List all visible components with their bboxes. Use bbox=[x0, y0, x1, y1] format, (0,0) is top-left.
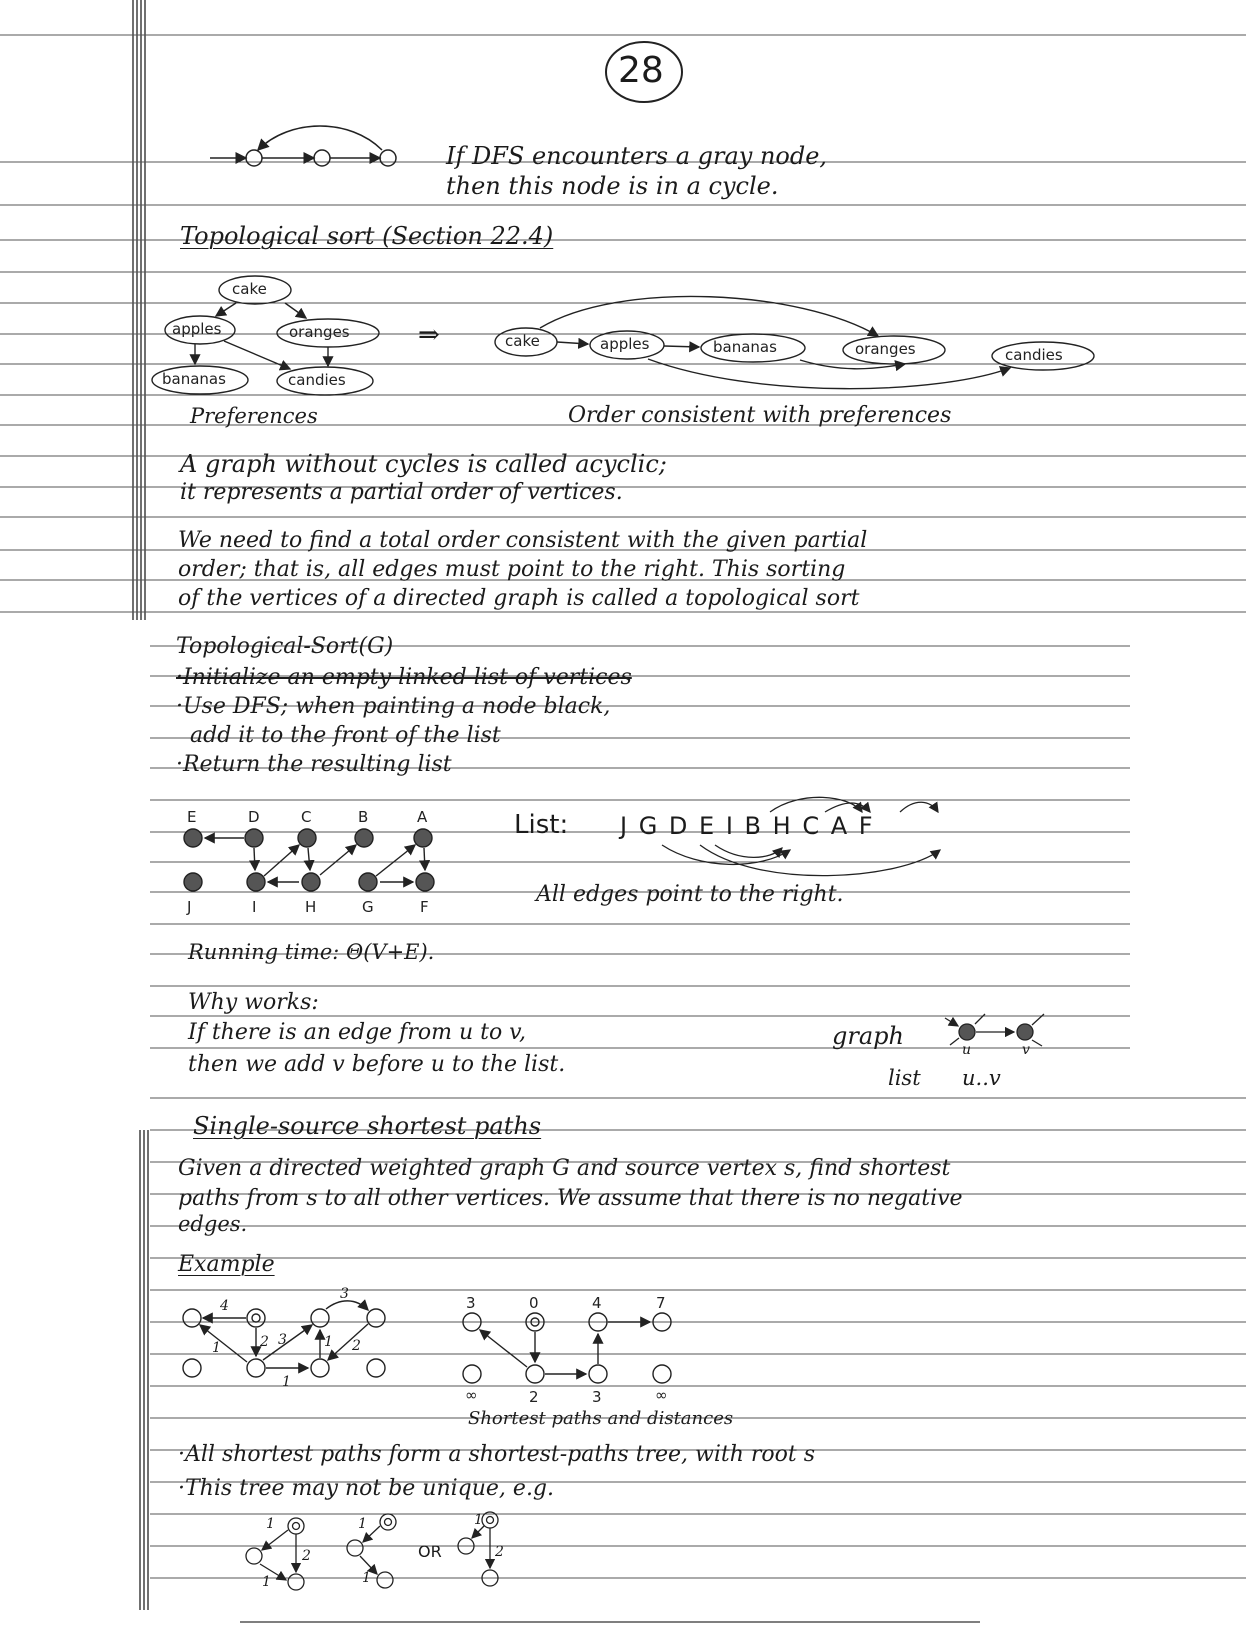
order-label: Order consistent with preferences bbox=[568, 403, 952, 428]
total-order-line2: order; that is, all edges must point to the right. This sorting bbox=[178, 557, 846, 582]
dist-bottom-1: ∞ bbox=[465, 1386, 478, 1404]
list-label: List: bbox=[514, 810, 569, 840]
tree1-w1: 1 bbox=[266, 1516, 275, 1532]
total-order-line1: We need to find a total order consistent with the given partial bbox=[178, 528, 868, 553]
label-B: B bbox=[358, 808, 369, 826]
order-node-1: cake bbox=[505, 332, 540, 350]
why-line2: then we add v before u to the list. bbox=[188, 1052, 566, 1077]
label-C: C bbox=[301, 808, 312, 826]
topo-heading: Topological sort (Section 22.4) bbox=[180, 222, 554, 250]
algo-step2b: add it to the front of the list bbox=[190, 723, 501, 748]
sp-caption: Shortest paths and distances bbox=[468, 1408, 734, 1429]
dist-bottom-2: 2 bbox=[529, 1388, 539, 1406]
tree1-w3: 1 bbox=[262, 1574, 271, 1590]
tree3-w1: 1 bbox=[474, 1512, 483, 1528]
tree3-w2: 2 bbox=[495, 1544, 504, 1560]
why-line1: If there is an edge from u to v, bbox=[188, 1020, 526, 1045]
list-value: J G D E I B H C A F bbox=[620, 812, 875, 840]
why-title: Why works: bbox=[188, 990, 319, 1015]
weight-3: 2 bbox=[260, 1334, 269, 1350]
why-u: u bbox=[962, 1042, 972, 1058]
dist-top-3: 4 bbox=[592, 1294, 602, 1312]
implies-arrow: ⇒ bbox=[418, 320, 440, 350]
label-J: J bbox=[187, 898, 192, 916]
total-order-line3: of the vertices of a directed graph is called a topological sort bbox=[178, 586, 860, 611]
why-list-value: u..v bbox=[962, 1066, 1001, 1090]
tree2-w2: 1 bbox=[362, 1570, 371, 1586]
dist-top-2: 0 bbox=[529, 1294, 539, 1312]
why-list-label: list bbox=[888, 1066, 921, 1090]
acyclic-line2: it represents a partial order of vertices. bbox=[180, 480, 623, 505]
label-E: E bbox=[187, 808, 197, 826]
sssp-p1: Given a directed weighted graph G and source vertex s, find shortest bbox=[178, 1156, 951, 1181]
acyclic-line1: A graph without cycles is called acyclic; bbox=[180, 450, 667, 478]
algo-step1: ·Initialize an empty linked list of vertices bbox=[176, 665, 632, 690]
tree1-w2: 2 bbox=[302, 1548, 311, 1564]
label-A: A bbox=[417, 808, 428, 826]
bullet-tree: ·All shortest paths form a shortest-paths tree, with root s bbox=[178, 1442, 816, 1467]
why-v: v bbox=[1022, 1042, 1030, 1058]
weight-4: 3 bbox=[278, 1332, 287, 1348]
sssp-example: Example bbox=[178, 1252, 275, 1277]
running-time: Running time: Θ(V+E). bbox=[188, 940, 435, 964]
dist-top-4: 7 bbox=[656, 1294, 666, 1312]
weight-7: 1 bbox=[324, 1334, 333, 1350]
dist-bottom-4: ∞ bbox=[655, 1386, 668, 1404]
node-candies: candies bbox=[288, 371, 346, 389]
sssp-p2: paths from s to all other vertices. We assume that there is no negative bbox=[178, 1186, 963, 1211]
order-node-4: oranges bbox=[855, 340, 916, 358]
dist-top-1: 3 bbox=[466, 1294, 476, 1312]
weight-5: 1 bbox=[212, 1340, 221, 1356]
algo-name: Topological-Sort(G) bbox=[176, 634, 394, 659]
weight-2: 3 bbox=[340, 1286, 349, 1302]
label-I: I bbox=[252, 898, 257, 916]
weight-6: 2 bbox=[352, 1338, 361, 1354]
label-H: H bbox=[305, 898, 317, 916]
or-label: OR bbox=[418, 1542, 442, 1561]
weight-8: 1 bbox=[282, 1374, 291, 1390]
sssp-heading: Single-source shortest paths bbox=[193, 1112, 542, 1140]
label-F: F bbox=[420, 898, 429, 916]
edges-right-note: All edges point to the right. bbox=[536, 882, 844, 907]
node-apples: apples bbox=[172, 320, 222, 338]
dfs-note-line1: If DFS encounters a gray node, bbox=[446, 142, 828, 170]
page-number: 28 bbox=[618, 50, 664, 91]
sssp-p3: edges. bbox=[178, 1212, 248, 1236]
tree2-w1: 1 bbox=[358, 1516, 367, 1532]
algo-step3: ·Return the resulting list bbox=[176, 752, 452, 777]
order-node-2: apples bbox=[600, 335, 650, 353]
algo-step2a: ·Use DFS; when painting a node black, bbox=[176, 694, 611, 719]
dist-bottom-3: 3 bbox=[592, 1388, 602, 1406]
dfs-note-line2: then this node is in a cycle. bbox=[446, 172, 779, 200]
why-graph-label: graph bbox=[832, 1022, 904, 1050]
order-node-5: candies bbox=[1005, 346, 1063, 364]
node-cake: cake bbox=[232, 280, 267, 298]
label-D: D bbox=[248, 808, 260, 826]
label-G: G bbox=[362, 898, 374, 916]
node-bananas: bananas bbox=[162, 370, 226, 388]
bullet-unique: ·This tree may not be unique, e.g. bbox=[178, 1476, 555, 1501]
node-oranges: oranges bbox=[289, 323, 350, 341]
preferences-label: Preferences bbox=[190, 404, 318, 428]
order-node-3: bananas bbox=[713, 338, 777, 356]
weight-1: 4 bbox=[220, 1298, 229, 1314]
